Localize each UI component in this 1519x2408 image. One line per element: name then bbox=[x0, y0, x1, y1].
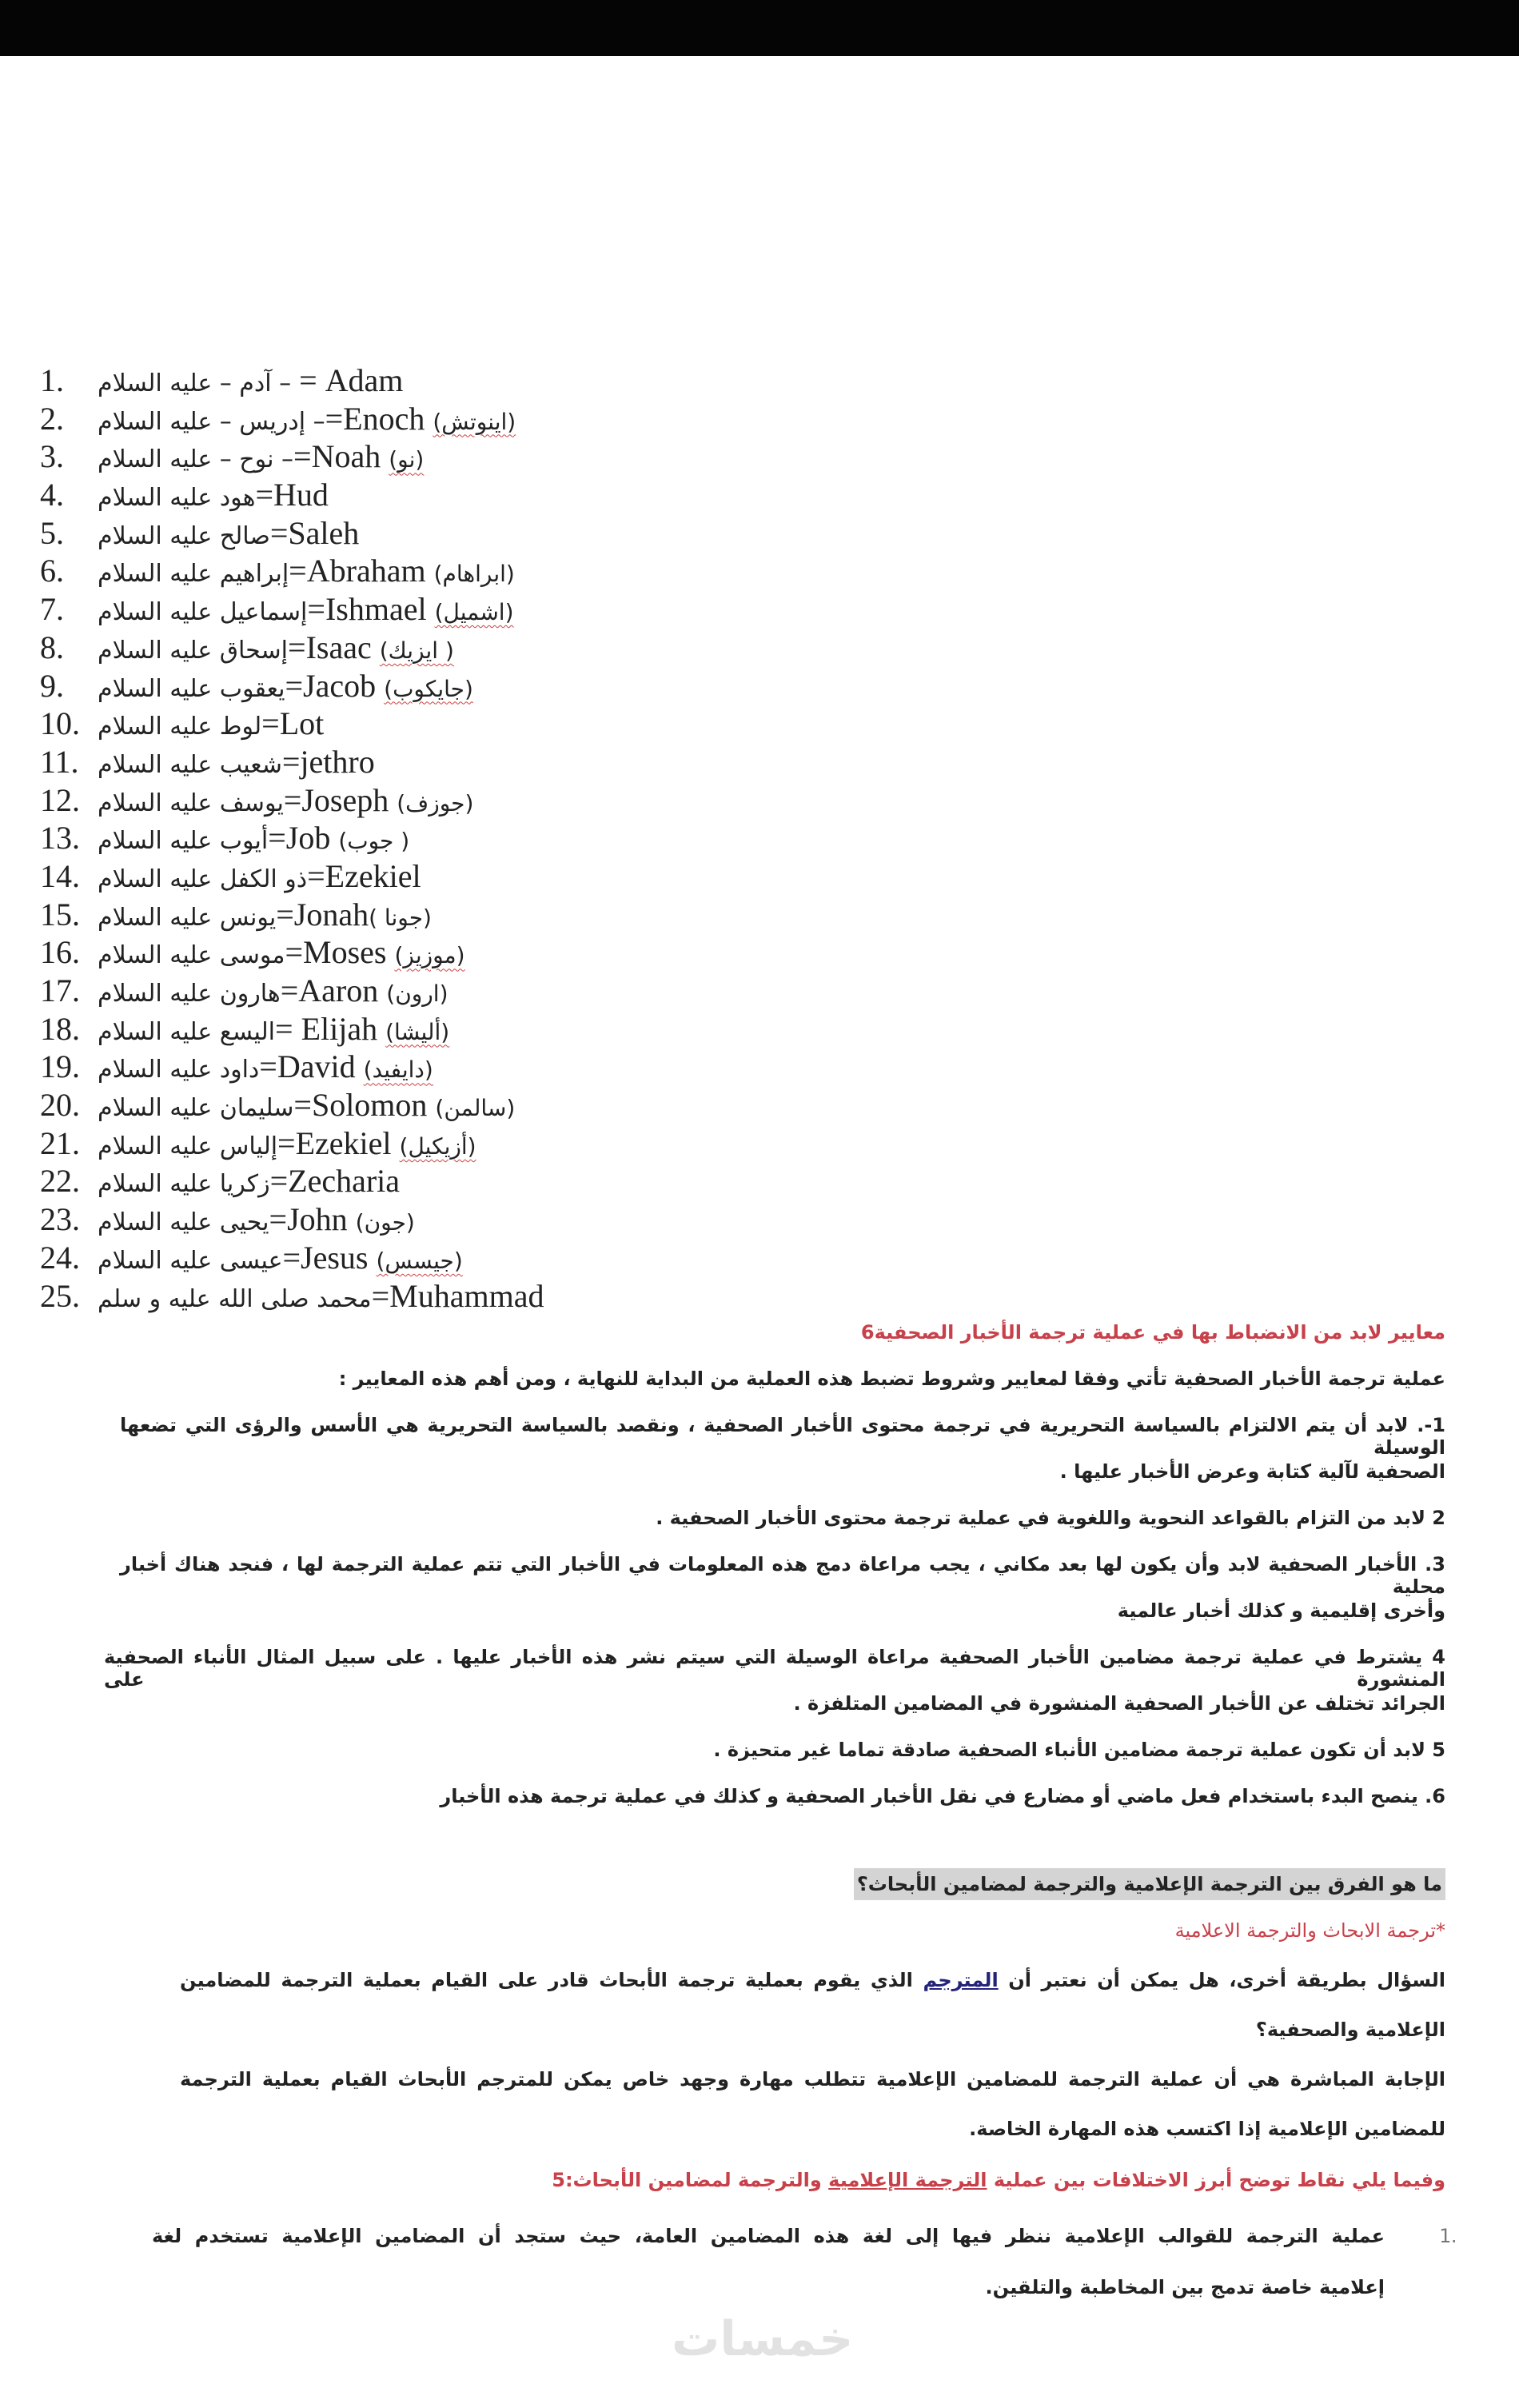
arabic-name: يعقوب عليه السلام bbox=[98, 674, 285, 703]
english-name: = Elijah bbox=[275, 1010, 386, 1047]
item-number: 21. bbox=[40, 1124, 80, 1161]
list-item bbox=[40, 1239, 544, 1277]
arabic-name: إسماعيل عليه السلام bbox=[98, 598, 308, 627]
paragraph-line: الإجابة المباشرة هي أن عملية الترجمة للمضامين الإعلامية تتطلب مهارة وجهد خاص يمكن للمترجم الأبحاث القيام بعملية الترجمة bbox=[180, 2068, 1445, 2091]
arabic-name: عيسى عليه السلام bbox=[98, 1246, 283, 1275]
pronunciation: (أزيكيل) bbox=[399, 1132, 476, 1160]
list-item bbox=[40, 933, 544, 972]
item-number: 22. bbox=[40, 1163, 80, 1200]
arabic-name: – آدم – عليه السلام bbox=[98, 369, 292, 397]
list-item bbox=[40, 705, 544, 743]
pronunciation: ( ايزيك) bbox=[379, 637, 454, 664]
item-number: 7. bbox=[40, 591, 64, 628]
pronunciation: (جونا ) bbox=[369, 904, 432, 931]
item-number: 24. bbox=[40, 1239, 80, 1276]
item-number: 13. bbox=[40, 820, 80, 857]
english-name: =Hud bbox=[255, 477, 329, 513]
paragraph-line: 2 لابد من التزام بالقواعد النحوية واللغوية في عملية ترجمة محتوى الأخبار الصحفية . bbox=[656, 1507, 1445, 1529]
section2-question bbox=[854, 1873, 1445, 1895]
list-item-line: إعلامية خاصة تدمج بين المخاطبة والتلقين. bbox=[985, 2276, 1385, 2298]
item-number: 20. bbox=[40, 1087, 80, 1124]
paragraph-line: 3. الأخبار الصحفية لابد وأن يكون لها بعد مكاني ، يجب مراعاة دمج هذه المعلومات في الأخبار التي تتم عملية الترجمة لها ، فنجد هناك أخبار محلية bbox=[120, 1553, 1445, 1598]
text: الذي يقوم بعملية ترجمة الأبحاث قادر على القيام بعملية الترجمة للمضامين bbox=[180, 1969, 923, 1991]
top-black-bar bbox=[0, 0, 1519, 56]
arabic-name: اليسع عليه السلام bbox=[98, 1017, 276, 1046]
paragraph-line: 1-. لابد أن يتم الالتزام بالسياسة التحريرية في ترجمة محتوى الأخبار الصحفية ، ونقصد بالسياسة التحريرية هي الأسس والرؤى التي تضعها الوسيلة bbox=[120, 1414, 1445, 1459]
pronunciation: (دايفيد) bbox=[363, 1056, 433, 1084]
list-item bbox=[40, 743, 544, 781]
pronunciation: (ابراهام) bbox=[433, 561, 515, 588]
english-name: =Joseph bbox=[283, 781, 397, 818]
english-name: =Jonah bbox=[276, 896, 369, 932]
item-number: 2. bbox=[40, 400, 64, 437]
list-item bbox=[40, 781, 544, 820]
item-number: .1 bbox=[1439, 2225, 1457, 2247]
item-number: 5. bbox=[40, 514, 64, 551]
pronunciation: (جيسس) bbox=[376, 1247, 463, 1274]
pronunciation: (جون) bbox=[355, 1209, 415, 1236]
english-name: =Isaac bbox=[288, 629, 380, 665]
arabic-name: يونس عليه السلام bbox=[98, 903, 277, 932]
english-name: =Moses bbox=[285, 934, 395, 971]
list-item bbox=[40, 896, 544, 934]
paragraph-line: 6. ينصح البدء باستخدام فعل ماضي أو مضارع في نقل الأخبار الصحفية و كذلك في عملية ترجمة هذه الأخبار bbox=[440, 1785, 1445, 1807]
paragraph-line: 4 يشترط في عملية ترجمة مضامين الأخبار الصحفية مراعاة الوسيلة التي سيتم نشر هذه الأخبار عليها . على سبيل المثال الأنباء الصحفية المنشورة على bbox=[104, 1646, 1445, 1691]
pronunciation: (موزيز) bbox=[394, 942, 465, 969]
list-item bbox=[40, 1200, 544, 1239]
text: والترجمة لمضامين الأبحاث:5 bbox=[552, 2169, 829, 2191]
item-number: 6. bbox=[40, 553, 64, 589]
item-number: 8. bbox=[40, 629, 64, 665]
pronunciation: (سالمن) bbox=[435, 1095, 516, 1122]
paragraph-line: للمضامين الإعلامية إذا اكتسب هذه المهارة الخاصة. bbox=[969, 2118, 1445, 2140]
list-item bbox=[40, 667, 544, 705]
list-item bbox=[40, 629, 544, 667]
item-number: 18. bbox=[40, 1010, 80, 1047]
item-number: 9. bbox=[40, 667, 64, 704]
arabic-name: أيوب عليه السلام bbox=[98, 827, 269, 856]
list-item bbox=[40, 552, 544, 590]
english-name: =Saleh bbox=[269, 514, 360, 551]
paragraph-line: الجرائد تختلف عن الأخبار الصحفية المنشورة في المضامين المتلفزة . bbox=[793, 1692, 1445, 1715]
list-item bbox=[40, 1048, 544, 1086]
list-item bbox=[40, 857, 544, 896]
list-item bbox=[40, 361, 544, 400]
item-number: 16. bbox=[40, 934, 80, 971]
arabic-name: يوسف عليه السلام bbox=[98, 789, 284, 817]
item-number: 12. bbox=[40, 781, 80, 818]
english-name: =Abraham bbox=[289, 553, 434, 589]
list-item bbox=[40, 1277, 544, 1316]
highlighted-question: ما هو الفرق بين الترجمة الإعلامية والترجمة لمضامين الأبحاث؟ bbox=[854, 1868, 1445, 1900]
english-name: =Noah bbox=[293, 438, 389, 475]
pronunciation: (جايكوب) bbox=[384, 675, 473, 702]
english-name: =Muhammad bbox=[371, 1277, 544, 1314]
english-name: =jethro bbox=[281, 743, 375, 780]
english-name: =Aaron bbox=[280, 972, 387, 1008]
translator-link[interactable]: المترجم bbox=[923, 1969, 999, 1991]
pronunciation: (نو) bbox=[389, 446, 425, 473]
arabic-name: إبراهيم عليه السلام bbox=[98, 560, 289, 589]
arabic-name: سليمان عليه السلام bbox=[98, 1094, 294, 1123]
arabic-name: – نوح – عليه السلام bbox=[98, 445, 294, 474]
list-item bbox=[40, 972, 544, 1010]
item-number: 1. bbox=[40, 362, 64, 398]
item-number: 19. bbox=[40, 1048, 80, 1085]
paragraph-line: الإعلامية والصحفية؟ bbox=[1255, 2019, 1445, 2041]
english-name: = Adam bbox=[291, 362, 404, 398]
english-name: =Lot bbox=[261, 705, 325, 742]
pronunciation: (اينوتش) bbox=[433, 408, 516, 435]
list-item bbox=[40, 476, 544, 514]
item-number: 15. bbox=[40, 896, 80, 932]
section2-subtitle: *ترجمة الابحاث والترجمة الاعلامية bbox=[1174, 1919, 1445, 1942]
list-item bbox=[40, 400, 544, 438]
pronunciation: (أليشا) bbox=[385, 1018, 450, 1045]
english-name: =Jesus bbox=[282, 1239, 377, 1276]
english-name: =Solomon bbox=[293, 1087, 436, 1124]
text: السؤال بطريقة أخرى، هل يمكن أن نعتبر أن bbox=[998, 1969, 1445, 1991]
item-number: 11. bbox=[40, 743, 79, 780]
english-name: =Ishmael bbox=[307, 591, 435, 628]
paragraph-line: الصحفية لآلية كتابة وعرض الأخبار عليها . bbox=[1059, 1460, 1445, 1483]
paragraph-line: عملية ترجمة الأخبار الصحفية تأتي وفقا لمعايير وشروط تضبط هذه العملية من البداية للنهاية ، ومن أهم هذه المعايير : bbox=[338, 1368, 1445, 1390]
pronunciation: (ارون) bbox=[386, 980, 449, 1007]
arabic-name: محمد صلى الله عليه و سلم bbox=[98, 1284, 372, 1313]
arabic-name: ذو الكفل عليه السلام bbox=[98, 865, 308, 893]
arabic-name: إسحاق عليه السلام bbox=[98, 636, 289, 665]
pronunciation: ( جوب) bbox=[338, 828, 410, 855]
arabic-name: صالح عليه السلام bbox=[98, 521, 270, 550]
item-number: 10. bbox=[40, 705, 80, 742]
list-item bbox=[40, 1010, 544, 1048]
english-name: =Zecharia bbox=[269, 1163, 401, 1200]
arabic-name: لوط عليه السلام bbox=[98, 713, 262, 741]
english-name: =David bbox=[259, 1048, 364, 1085]
paragraph-line: 5 لابد أن تكون عملية ترجمة مضامين الأنباء الصحفية صادقة تماما غير متحيزة . bbox=[713, 1739, 1445, 1761]
watermark-logo: خمسات bbox=[672, 2311, 854, 2367]
text: وفيما يلي نقاط توضح أبرز الاختلافات بين عملية bbox=[987, 2169, 1445, 2191]
english-name: =Ezekiel bbox=[277, 1124, 400, 1161]
item-number: 25. bbox=[40, 1277, 80, 1314]
list-item bbox=[40, 1162, 544, 1200]
arabic-name: موسى عليه السلام bbox=[98, 941, 285, 970]
section2-differences-heading bbox=[552, 2169, 1445, 2191]
arabic-name: هارون عليه السلام bbox=[98, 980, 281, 1008]
arabic-name: إلياس عليه السلام bbox=[98, 1132, 278, 1160]
list-item bbox=[40, 514, 544, 553]
item-number: 17. bbox=[40, 972, 80, 1008]
english-name: =Jacob bbox=[285, 667, 385, 704]
arabic-name: شعيب عليه السلام bbox=[98, 750, 282, 779]
pronunciation: (اشميل) bbox=[434, 599, 514, 626]
arabic-name: هود عليه السلام bbox=[98, 484, 256, 513]
arabic-name: يحيى عليه السلام bbox=[98, 1208, 269, 1237]
arabic-name: داود عليه السلام bbox=[98, 1056, 260, 1084]
prophets-list bbox=[40, 361, 544, 1315]
item-number: 3. bbox=[40, 438, 64, 475]
pronunciation: (جوزف) bbox=[397, 789, 474, 817]
list-item-line: عملية الترجمة للقوالب الإعلامية ننظر فيها إلى لغة هذه المضامين العامة، حيث ستجد أن المضامين الإعلامية تستخدم لغة bbox=[152, 2225, 1385, 2247]
item-number: 14. bbox=[40, 857, 80, 894]
arabic-name: زكريا عليه السلام bbox=[98, 1170, 270, 1199]
english-name: =Enoch bbox=[325, 400, 433, 437]
item-number: 4. bbox=[40, 477, 64, 513]
list-item bbox=[40, 819, 544, 857]
english-name: =Job bbox=[268, 820, 339, 857]
paragraph-line: وأخرى إقليمية و كذلك أخبار عالمية bbox=[1117, 1599, 1445, 1622]
english-name: =John bbox=[269, 1201, 356, 1238]
list-item bbox=[40, 590, 544, 629]
list-item bbox=[40, 437, 544, 476]
section1-title: معايير لابد من الانضباط بها في عملية ترجمة الأخبار الصحفية6 bbox=[860, 1321, 1445, 1344]
paragraph-line bbox=[180, 1969, 1445, 1991]
media-translation-link[interactable]: الترجمة الإعلامية bbox=[828, 2169, 987, 2191]
arabic-name: – إدريس – عليه السلام bbox=[98, 407, 325, 436]
list-item bbox=[40, 1124, 544, 1163]
list-item bbox=[40, 1086, 544, 1124]
english-name: =Ezekiel bbox=[307, 857, 421, 894]
item-number: 23. bbox=[40, 1201, 80, 1238]
